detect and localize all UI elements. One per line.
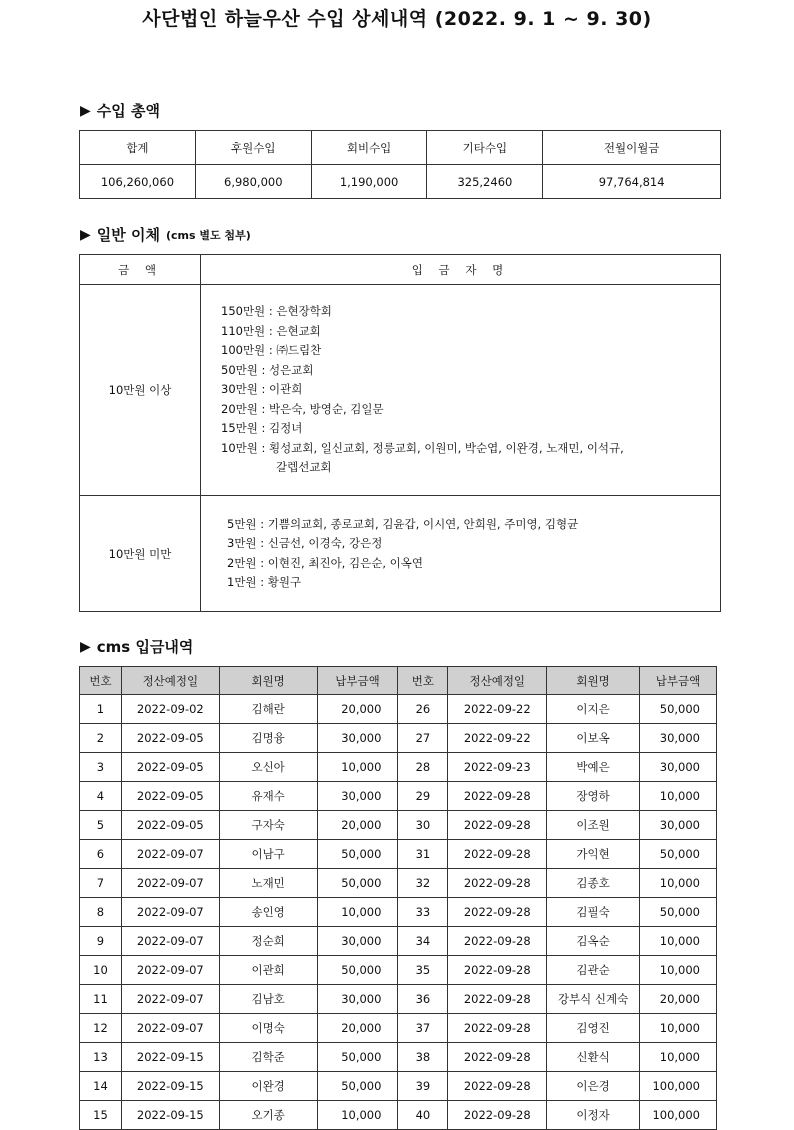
row-number: 28: [398, 753, 448, 782]
column-header: 납부금액: [639, 667, 716, 695]
settlement-date: 2022-09-07: [121, 927, 219, 956]
member-name: 이정자: [547, 1101, 640, 1130]
membership-income-value: 1,190,000: [311, 165, 427, 199]
settlement-date: 2022-09-28: [448, 1101, 547, 1130]
payment-amount: 30,000: [639, 753, 716, 782]
column-header: 후원수입: [195, 131, 311, 165]
section-title: 일반 이체: [96, 226, 160, 244]
column-header: 합계: [80, 131, 196, 165]
member-name: 김명융: [219, 724, 317, 753]
payment-amount: 30,000: [317, 724, 398, 753]
table-row: [80, 840, 717, 869]
row-number: 6: [80, 840, 122, 869]
total-value: 106,260,060: [80, 165, 196, 199]
column-header: 입 금 자 명: [201, 255, 721, 285]
payment-amount: 10,000: [317, 753, 398, 782]
column-header: 납부금액: [317, 667, 398, 695]
table-row: [80, 985, 717, 1014]
payment-amount: 20,000: [639, 985, 716, 1014]
member-name: 김해란: [219, 695, 317, 724]
member-name: 유재수: [219, 782, 317, 811]
member-name: 김학준: [219, 1043, 317, 1072]
payment-amount: 30,000: [639, 811, 716, 840]
settlement-date: 2022-09-05: [121, 782, 219, 811]
payment-amount: 30,000: [317, 927, 398, 956]
payment-amount: 20,000: [317, 1014, 398, 1043]
settlement-date: 2022-09-05: [121, 724, 219, 753]
donor-line: 2만원 : 이현진, 최진아, 김은순, 이옥연: [227, 555, 423, 570]
donor-line: 20만원 : 박은숙, 방영순, 김일문: [221, 401, 384, 416]
settlement-date: 2022-09-28: [448, 840, 547, 869]
payment-amount: 50,000: [317, 1072, 398, 1101]
settlement-date: 2022-09-23: [448, 753, 547, 782]
member-name: 김관순: [547, 956, 640, 985]
member-name: 이은경: [547, 1072, 640, 1101]
row-number: 37: [398, 1014, 448, 1043]
row-number: 14: [80, 1072, 122, 1101]
table-row: [80, 695, 717, 724]
settlement-date: 2022-09-05: [121, 811, 219, 840]
table-row: [80, 869, 717, 898]
settlement-date: 2022-09-07: [121, 898, 219, 927]
table-row: [80, 1043, 717, 1072]
page-title: 사단법인 하늘우산 수입 상세내역 (2022. 9. 1 ~ 9. 30): [142, 8, 652, 30]
table-header-row: [80, 131, 721, 165]
payment-amount: 50,000: [317, 1043, 398, 1072]
row-number: 2: [80, 724, 122, 753]
member-name: 강부식 신계숙: [547, 985, 640, 1014]
row-number: 33: [398, 898, 448, 927]
column-header: 금 액: [80, 255, 201, 285]
table-row: [80, 285, 721, 496]
member-name: 박예은: [547, 753, 640, 782]
table-row: [80, 782, 717, 811]
payment-amount: 10,000: [639, 956, 716, 985]
column-header: 번호: [80, 667, 122, 695]
member-name: 송인영: [219, 898, 317, 927]
settlement-date: 2022-09-07: [121, 1014, 219, 1043]
settlement-date: 2022-09-07: [121, 840, 219, 869]
member-name: 김필숙: [547, 898, 640, 927]
table-row: [80, 165, 721, 199]
member-name: 이완경: [219, 1072, 317, 1101]
member-name: 김남호: [219, 985, 317, 1014]
settlement-date: 2022-09-28: [448, 869, 547, 898]
settlement-date: 2022-09-05: [121, 753, 219, 782]
settlement-date: 2022-09-07: [121, 985, 219, 1014]
donor-line: 15만원 : 김정녀: [221, 421, 303, 436]
row-number: 40: [398, 1101, 448, 1130]
payment-amount: 30,000: [317, 985, 398, 1014]
row-number: 39: [398, 1072, 448, 1101]
member-name: 오기종: [219, 1101, 317, 1130]
table-header-row: [80, 667, 717, 695]
donor-line: 150만원 : 은현장학회: [221, 304, 332, 319]
row-number: 29: [398, 782, 448, 811]
settlement-date: 2022-09-02: [121, 695, 219, 724]
table-row: [80, 1072, 717, 1101]
payment-amount: 10,000: [317, 1101, 398, 1130]
payment-amount: 100,000: [639, 1072, 716, 1101]
row-number: 36: [398, 985, 448, 1014]
amount-range-label: 10만원 이상: [80, 285, 201, 496]
income-summary-table: [79, 130, 721, 199]
member-name: 가익현: [547, 840, 640, 869]
settlement-date: 2022-09-28: [448, 956, 547, 985]
donor-list: [201, 285, 721, 496]
row-number: 35: [398, 956, 448, 985]
row-number: 10: [80, 956, 122, 985]
donor-list: [201, 496, 721, 612]
column-header: 정산예정일: [121, 667, 219, 695]
row-number: 15: [80, 1101, 122, 1130]
member-name: 장영하: [547, 782, 640, 811]
row-number: 4: [80, 782, 122, 811]
member-name: 이지은: [547, 695, 640, 724]
payment-amount: 10,000: [639, 927, 716, 956]
triangle-bullet-icon: ▶: [80, 638, 91, 655]
member-name: 이명숙: [219, 1014, 317, 1043]
settlement-date: 2022-09-15: [121, 1043, 219, 1072]
row-number: 7: [80, 869, 122, 898]
table-header-row: [80, 255, 721, 285]
row-number: 11: [80, 985, 122, 1014]
payment-amount: 50,000: [639, 898, 716, 927]
member-name: 김영진: [547, 1014, 640, 1043]
triangle-bullet-icon: ▶: [80, 226, 91, 243]
member-name: 구자숙: [219, 811, 317, 840]
settlement-date: 2022-09-28: [448, 927, 547, 956]
payment-amount: 10,000: [639, 869, 716, 898]
row-number: 32: [398, 869, 448, 898]
column-header: 번호: [398, 667, 448, 695]
table-row: [80, 724, 717, 753]
settlement-date: 2022-09-28: [448, 1014, 547, 1043]
payment-amount: 30,000: [317, 782, 398, 811]
payment-amount: 10,000: [639, 1043, 716, 1072]
member-name: 김옥순: [547, 927, 640, 956]
settlement-date: 2022-09-28: [448, 985, 547, 1014]
section-heading-general: [80, 224, 251, 245]
payment-amount: 10,000: [317, 898, 398, 927]
member-name: 이남구: [219, 840, 317, 869]
row-number: 30: [398, 811, 448, 840]
donor-line: 10만원 : 횡성교회, 일신교회, 정릉교회, 이원미, 박순엽, 이완경, 노재민, 이석규,: [221, 440, 624, 455]
column-header: 회원명: [547, 667, 640, 695]
payment-amount: 30,000: [639, 724, 716, 753]
member-name: 이보옥: [547, 724, 640, 753]
settlement-date: 2022-09-15: [121, 1101, 219, 1130]
row-number: 5: [80, 811, 122, 840]
section-heading-summary: [80, 100, 160, 121]
cms-table-body: [80, 695, 717, 1130]
row-number: 38: [398, 1043, 448, 1072]
donor-line: 1만원 : 황원구: [227, 575, 302, 589]
payment-amount: 50,000: [317, 840, 398, 869]
row-number: 27: [398, 724, 448, 753]
section-heading-cms: [80, 636, 193, 657]
table-row: [80, 1101, 717, 1130]
member-name: 오신아: [219, 753, 317, 782]
row-number: 13: [80, 1043, 122, 1072]
row-number: 26: [398, 695, 448, 724]
section-title: cms 입금내역: [96, 638, 194, 656]
settlement-date: 2022-09-28: [448, 1043, 547, 1072]
payment-amount: 50,000: [317, 869, 398, 898]
table-row: [80, 496, 721, 612]
donor-line: 5만원 : 기쁨의교회, 종로교회, 김윤갑, 이시연, 안희원, 주미영, 김형균: [227, 516, 579, 531]
settlement-date: 2022-09-22: [448, 724, 547, 753]
general-transfer-table: [79, 254, 721, 612]
table-row: [80, 927, 717, 956]
row-number: 34: [398, 927, 448, 956]
section-note: (cms 별도 첨부): [165, 228, 251, 242]
row-number: 8: [80, 898, 122, 927]
row-number: 12: [80, 1014, 122, 1043]
column-header: 회원명: [219, 667, 317, 695]
table-row: [80, 898, 717, 927]
payment-amount: 50,000: [639, 840, 716, 869]
payment-amount: 50,000: [639, 695, 716, 724]
settlement-date: 2022-09-22: [448, 695, 547, 724]
table-row: [80, 1014, 717, 1043]
table-row: [80, 956, 717, 985]
donor-line: 110만원 : 은현교회: [221, 323, 321, 338]
column-header: 정산예정일: [448, 667, 547, 695]
donor-line: 50만원 : 성은교회: [221, 362, 314, 377]
member-name: 노재민: [219, 869, 317, 898]
payment-amount: 10,000: [639, 782, 716, 811]
row-number: 31: [398, 840, 448, 869]
settlement-date: 2022-09-28: [448, 1072, 547, 1101]
carried-over-value: 97,764,814: [543, 165, 721, 199]
settlement-date: 2022-09-07: [121, 869, 219, 898]
donor-line: 3만원 : 신금선, 이경숙, 강은정: [227, 536, 383, 550]
table-row: [80, 811, 717, 840]
member-name: 이관희: [219, 956, 317, 985]
other-income-value: 325,2460: [427, 165, 543, 199]
table-row: [80, 753, 717, 782]
cms-deposit-table: [79, 666, 717, 1130]
payment-amount: 20,000: [317, 811, 398, 840]
donor-line: 30만원 : 이관희: [221, 382, 303, 397]
row-number: 9: [80, 927, 122, 956]
member-name: 김종호: [547, 869, 640, 898]
donor-line: 100만원 : ㈜드림찬: [221, 343, 322, 358]
member-name: 이조원: [547, 811, 640, 840]
column-header: 기타수입: [427, 131, 543, 165]
member-name: 정순희: [219, 927, 317, 956]
row-number: 1: [80, 695, 122, 724]
payment-amount: 50,000: [317, 956, 398, 985]
amount-range-label: 10만원 미만: [80, 496, 201, 612]
settlement-date: 2022-09-28: [448, 811, 547, 840]
settlement-date: 2022-09-15: [121, 1072, 219, 1101]
settlement-date: 2022-09-07: [121, 956, 219, 985]
column-header: 전월이월금: [543, 131, 721, 165]
settlement-date: 2022-09-28: [448, 898, 547, 927]
donor-line: 갈렙선교회: [276, 460, 332, 475]
payment-amount: 10,000: [639, 1014, 716, 1043]
payment-amount: 20,000: [317, 695, 398, 724]
triangle-bullet-icon: ▶: [80, 102, 91, 119]
donation-income-value: 6,980,000: [195, 165, 311, 199]
settlement-date: 2022-09-28: [448, 782, 547, 811]
column-header: 회비수입: [311, 131, 427, 165]
row-number: 3: [80, 753, 122, 782]
member-name: 신환식: [547, 1043, 640, 1072]
section-title: 수입 총액: [96, 102, 160, 120]
payment-amount: 100,000: [639, 1101, 716, 1130]
